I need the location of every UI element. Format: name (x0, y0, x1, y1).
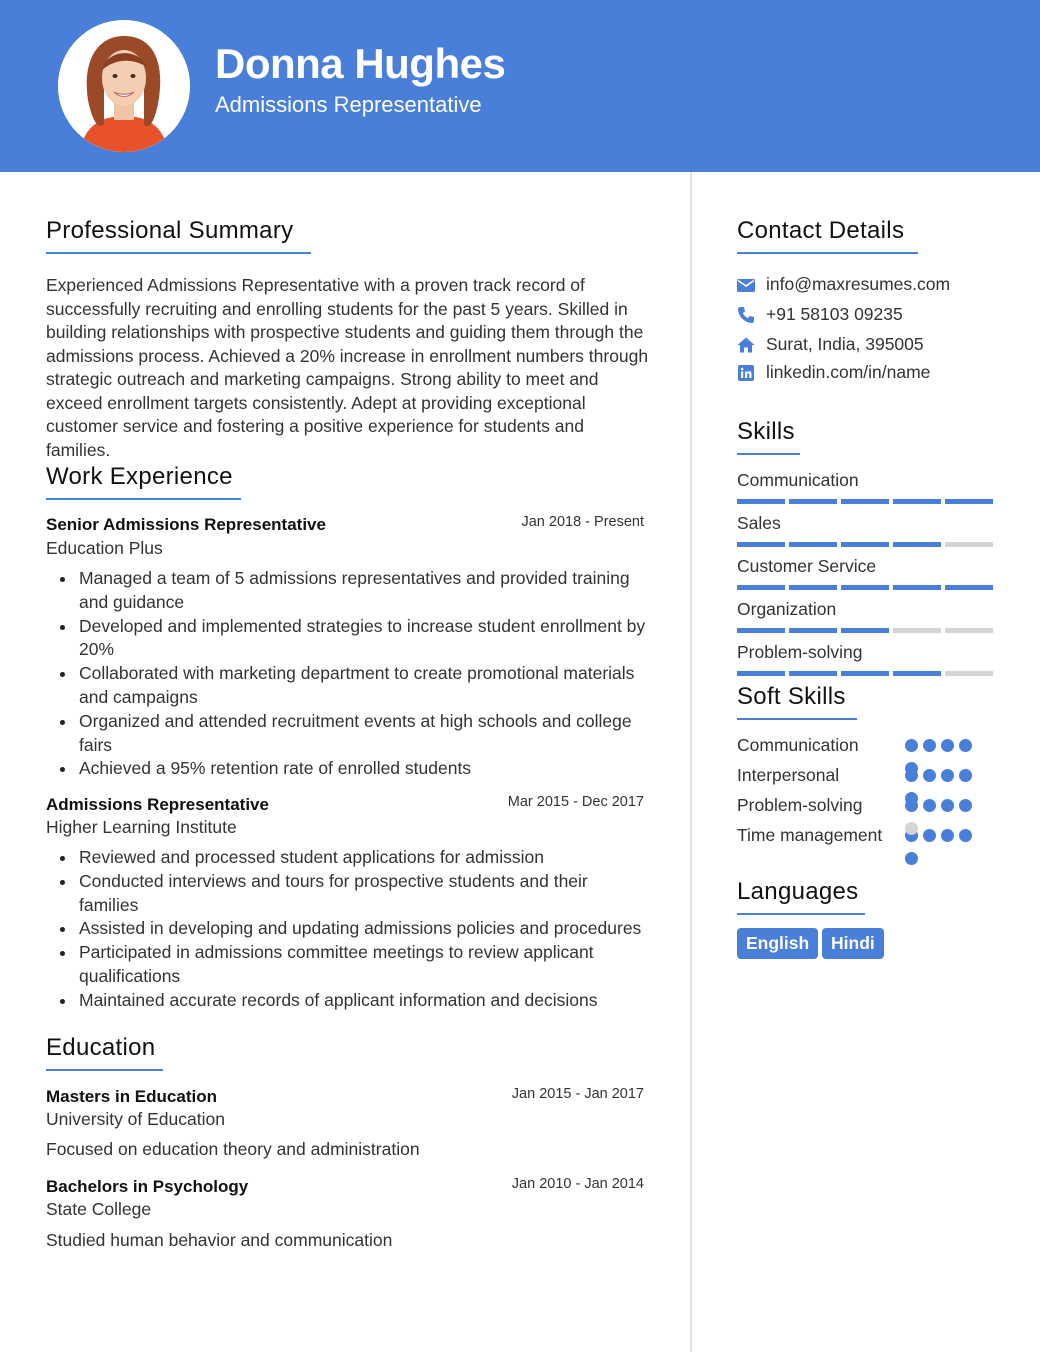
column-divider (690, 172, 692, 1352)
skill-bar-segment (945, 628, 993, 633)
list-item: Maintained accurate records of applicant information and decisions (46, 989, 651, 1013)
rating-dot (905, 739, 918, 752)
degree-title: Bachelors in Psychology (46, 1177, 249, 1196)
job-title: Senior Admissions Representative (46, 515, 326, 534)
skill-bar-segment (789, 542, 837, 547)
resume-header (0, 0, 1040, 172)
education-date: Jan 2010 - Jan 2014 (511, 1176, 644, 1192)
languages-underline (737, 913, 865, 915)
rating-dot (923, 739, 936, 752)
skill-bar-segment (893, 542, 941, 547)
rating-dot (905, 822, 918, 835)
education-underline (46, 1069, 163, 1071)
skill-bar-segment (893, 671, 941, 676)
soft-skills-heading: Soft Skills (737, 683, 846, 710)
candidate-name: Donna Hughes (215, 40, 506, 87)
language-badge: Hindi (822, 928, 884, 959)
skill-label: Customer Service (737, 556, 877, 576)
list-item: Achieved a 95% retention rate of enrolled students (46, 757, 651, 781)
skill-bar-segment (945, 671, 993, 676)
skill-label: Sales (737, 513, 781, 533)
language-badge: English (737, 928, 818, 959)
experience-underline (46, 498, 241, 500)
rating-dot (905, 852, 918, 865)
skills-heading: Skills (737, 418, 795, 445)
list-item: Participated in admissions committee meetings to review applicant qualifications (46, 941, 651, 989)
home-icon (737, 336, 755, 354)
candidate-title: Admissions Representative (215, 92, 482, 117)
skill-bar-segment (945, 542, 993, 547)
skill-bar-segment (737, 585, 785, 590)
school-name: State College (46, 1199, 152, 1219)
rating-dot (959, 799, 972, 812)
skill-level-bar (737, 671, 993, 676)
job-bullets (46, 846, 651, 1013)
rating-dot (923, 799, 936, 812)
summary-underline (46, 252, 311, 254)
contact-underline (737, 252, 918, 254)
list-item: Reviewed and processed student applications for admission (46, 846, 651, 870)
skill-bar-segment (841, 585, 889, 590)
list-item: Assisted in developing and updating admissions policies and procedures (46, 917, 651, 941)
skill-level-bar (737, 499, 993, 504)
list-item: Developed and implemented strategies to increase student enrollment by 20% (46, 615, 651, 663)
list-item: Managed a team of 5 admissions representatives and provided training and guidance (46, 567, 651, 615)
job-organization: Education Plus (46, 538, 163, 558)
skill-bar-segment (841, 628, 889, 633)
job-date: Mar 2015 - Dec 2017 (507, 794, 644, 810)
summary-text: Experienced Admissions Representative with a proven track record of successfully recruiting and enrolling students for the past 5 years. Skilled in building relationships with prospective students and guiding them through the admissions process. Achieved a 20% increase in enrollment numbers through strategic outreach and marketing campaigns. Strong ability to meet and exceed enrollment targets consistently. Adept at providing exceptional customer service and fostering a positive experience for students and families. (46, 275, 649, 460)
linkedin-icon (737, 364, 755, 382)
rating-dot (923, 769, 936, 782)
rating-dot (923, 829, 936, 842)
soft-skill-label: Time management (737, 825, 883, 845)
list-item: Organized and attended recruitment events at high schools and college fairs (46, 710, 651, 758)
job-title: Admissions Representative (46, 795, 269, 814)
soft-skill-dots (905, 739, 972, 752)
skill-level-bar (737, 628, 993, 633)
rating-dot (959, 739, 972, 752)
phone-icon (737, 306, 755, 324)
rating-dot (941, 799, 954, 812)
skill-bar-segment (789, 628, 837, 633)
education-description: Focused on education theory and administration (46, 1139, 420, 1159)
skill-bar-segment (737, 499, 785, 504)
job-bullets (46, 567, 651, 781)
skill-level-bar (737, 585, 993, 590)
rating-dot (941, 829, 954, 842)
job-organization: Higher Learning Institute (46, 817, 237, 837)
rating-dot (941, 739, 954, 752)
soft-skills-underline (737, 718, 857, 720)
skill-bar-segment (893, 628, 941, 633)
list-item: Collaborated with marketing department to create promotional materials and campaigns (46, 662, 651, 710)
rating-dot (959, 769, 972, 782)
experience-heading: Work Experience (46, 463, 233, 490)
skill-bar-segment (737, 628, 785, 633)
envelope-icon (737, 276, 755, 294)
education-heading: Education (46, 1034, 156, 1061)
profile-photo (58, 20, 190, 152)
skill-bar-segment (789, 499, 837, 504)
education-description: Studied human behavior and communication (46, 1230, 393, 1250)
education-date: Jan 2015 - Jan 2017 (511, 1086, 644, 1102)
list-item: Conducted interviews and tours for prospective students and their families (46, 870, 651, 918)
address-text: Surat, India, 395005 (766, 334, 924, 354)
rating-dot (905, 792, 918, 805)
skill-label: Communication (737, 470, 859, 490)
skill-bar-segment (737, 671, 785, 676)
summary-heading: Professional Summary (46, 217, 294, 244)
skill-bar-segment (737, 542, 785, 547)
rating-dot (959, 829, 972, 842)
soft-skill-label: Problem-solving (737, 795, 863, 815)
skill-bar-segment (841, 499, 889, 504)
degree-title: Masters in Education (46, 1087, 217, 1106)
skill-bar-segment (893, 499, 941, 504)
skill-bar-segment (945, 499, 993, 504)
email-text: info@maxresumes.com (766, 274, 951, 294)
school-name: University of Education (46, 1109, 225, 1129)
job-date: Jan 2018 - Present (521, 514, 644, 530)
soft-skill-label: Interpersonal (737, 765, 840, 785)
skill-bar-segment (841, 542, 889, 547)
languages-heading: Languages (737, 878, 859, 905)
contact-heading: Contact Details (737, 217, 905, 244)
skill-level-bar (737, 542, 993, 547)
skill-bar-segment (893, 585, 941, 590)
skill-bar-segment (841, 671, 889, 676)
phone-text: +91 58103 09235 (766, 304, 903, 324)
skill-bar-segment (789, 585, 837, 590)
soft-skill-label: Communication (737, 735, 859, 755)
rating-dot (905, 762, 918, 775)
linkedin-text: linkedin.com/in/name (766, 362, 931, 382)
skill-bar-segment (789, 671, 837, 676)
rating-dot (941, 769, 954, 782)
skill-bar-segment (945, 585, 993, 590)
skill-label: Problem-solving (737, 642, 863, 662)
skill-label: Organization (737, 599, 837, 619)
skills-underline (737, 453, 800, 455)
